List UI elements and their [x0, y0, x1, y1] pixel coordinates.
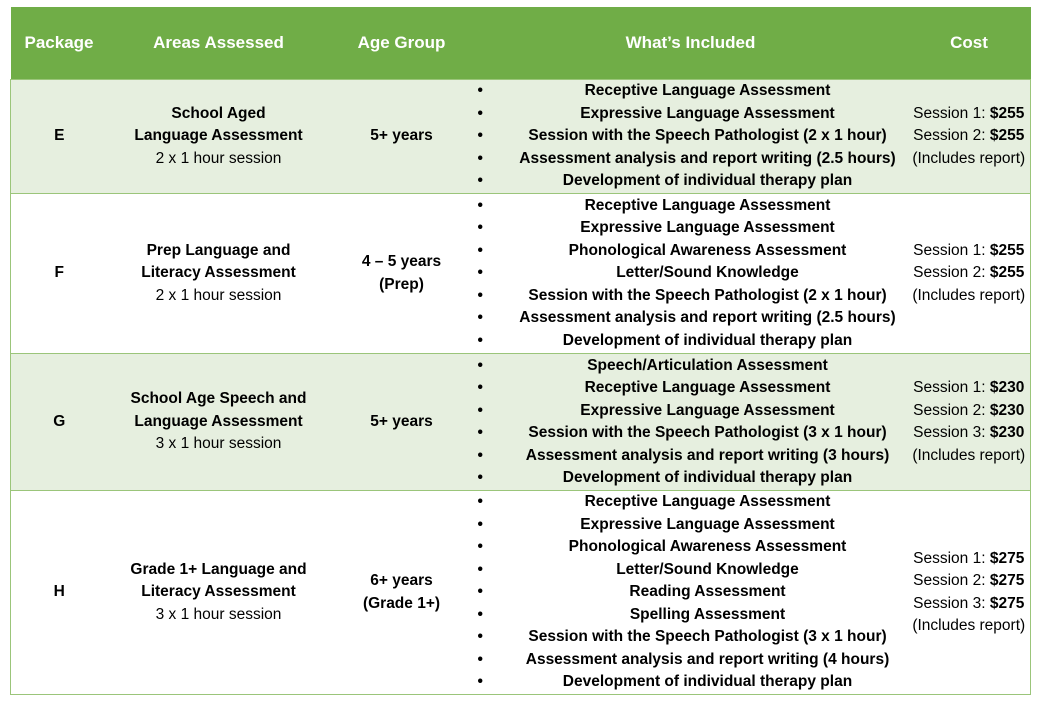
cost-amount: $275 [989, 594, 1025, 612]
areas-assessed-cell [108, 194, 330, 354]
cost-amount: $275 [989, 549, 1025, 567]
list-item: • Assessment analysis and report writing (2.5 hours) [474, 148, 908, 171]
table-row-package-g [11, 354, 1031, 491]
areas-assessed-cell [108, 354, 330, 491]
area-title-line: Language Assessment [134, 412, 303, 430]
package-letter: F [11, 194, 108, 354]
cost-line [908, 593, 1031, 616]
cost-line [908, 400, 1031, 423]
header-row [11, 7, 1031, 80]
list-item: • Session with the Speech Pathologist (2 x 1 hour) [474, 285, 908, 308]
list-item: • Phonological Awareness Assessment [474, 240, 908, 263]
cost-label: Session 3: [913, 594, 986, 612]
list-item: • Development of individual therapy plan [474, 330, 908, 353]
cost-cell [908, 80, 1031, 194]
list-item: • Phonological Awareness Assessment [474, 536, 908, 559]
cost-label: Session 2: [913, 264, 986, 282]
list-item: • Receptive Language Assessment [474, 491, 908, 514]
area-title-line: School Age Speech and [130, 390, 307, 408]
included-list [474, 195, 908, 353]
table-row-package-e [11, 80, 1031, 194]
age-group-cell [330, 354, 474, 491]
area-title-line: Grade 1+ Language and [130, 560, 307, 578]
list-item: • Spelling Assessment [474, 604, 908, 627]
list-item: • Session with the Speech Pathologist (3 x 1 hour) [474, 626, 908, 649]
age-line: (Grade 1+) [362, 594, 441, 612]
table-row-package-f [11, 194, 1031, 354]
table-row-package-h [11, 491, 1031, 695]
cost-note: (Includes report) [912, 617, 1026, 634]
area-sessions: 2 x 1 hour session [155, 149, 282, 167]
cost-amount: $275 [989, 572, 1025, 589]
cost-amount: $255 [989, 127, 1025, 145]
list-item: • Receptive Language Assessment [474, 80, 908, 103]
list-item: • Letter/Sound Knowledge [474, 559, 908, 582]
areas-assessed-cell [108, 491, 330, 695]
cost-line [908, 240, 1031, 263]
area-title-line: Literacy Assessment [141, 264, 296, 282]
area-sessions: 3 x 1 hour session [155, 435, 282, 453]
list-item: • Letter/Sound Knowledge [474, 262, 908, 285]
included-cell [474, 80, 908, 194]
header-whats-included: What’s Included [474, 7, 908, 80]
package-letter: H [11, 491, 108, 695]
age-line: (Prep) [379, 275, 424, 293]
package-letter: E [11, 80, 108, 194]
list-item: • Reading Assessment [474, 581, 908, 604]
area-title-line: Literacy Assessment [141, 583, 296, 601]
cost-cell [908, 354, 1031, 491]
cost-line [908, 262, 1031, 285]
cost-amount: $255 [989, 241, 1025, 259]
packages-table [10, 7, 1031, 695]
cost-amount: $230 [989, 424, 1025, 441]
included-list [474, 80, 908, 193]
included-list [474, 491, 908, 694]
cost-line [908, 422, 1031, 445]
cost-label: Session 1: [913, 241, 986, 259]
area-title-line: Language Assessment [134, 127, 303, 145]
list-item: • Receptive Language Assessment [474, 195, 908, 218]
list-item: • Development of individual therapy plan [474, 671, 908, 694]
header-areas-assessed: Areas Assessed [108, 7, 330, 80]
cost-amount: $230 [989, 379, 1025, 396]
header-cost: Cost [908, 7, 1031, 80]
age-line: 5+ years [370, 412, 433, 430]
cost-note: (Includes report) [912, 286, 1026, 304]
included-cell [474, 491, 908, 695]
list-item: • Expressive Language Assessment [474, 103, 908, 126]
header-age-group: Age Group [330, 7, 474, 80]
list-item: • Session with the Speech Pathologist (3 x 1 hour) [474, 422, 908, 445]
list-item: • Assessment analysis and report writing (4 hours) [474, 649, 908, 672]
area-title-line: Prep Language and [146, 241, 291, 259]
list-item: • Development of individual therapy plan [474, 467, 908, 490]
list-item: • Assessment analysis and report writing (2.5 hours) [474, 307, 908, 330]
list-item: • Development of individual therapy plan [474, 170, 908, 193]
list-item: • Expressive Language Assessment [474, 217, 908, 240]
age-line: 5+ years [370, 127, 433, 145]
cost-label: Session 1: [913, 379, 986, 396]
package-letter: G [11, 354, 108, 491]
cost-label: Session 2: [913, 127, 986, 145]
area-sessions: 2 x 1 hour session [155, 286, 282, 304]
areas-assessed-cell [108, 80, 330, 194]
list-item: • Expressive Language Assessment [474, 400, 908, 423]
area-sessions: 3 x 1 hour session [155, 605, 282, 623]
cost-label: Session 1: [913, 104, 986, 122]
cost-label: Session 2: [913, 401, 986, 419]
cost-note: (Includes report) [912, 446, 1026, 464]
included-cell [474, 354, 908, 491]
cost-amount: $255 [989, 104, 1025, 122]
cost-cell [908, 491, 1031, 695]
age-line: 6+ years [370, 572, 433, 589]
cost-amount: $255 [989, 264, 1025, 282]
cost-cell [908, 194, 1031, 354]
age-group-cell [330, 491, 474, 695]
included-list [474, 355, 908, 490]
cost-amount: $230 [989, 401, 1025, 419]
list-item: • Expressive Language Assessment [474, 514, 908, 537]
header-package: Package [11, 7, 108, 80]
area-title-line: School Aged [171, 104, 266, 122]
cost-line [908, 570, 1031, 593]
cost-line [908, 125, 1031, 148]
list-item: • Receptive Language Assessment [474, 377, 908, 400]
cost-line [908, 377, 1031, 400]
cost-line [908, 548, 1031, 571]
age-group-cell [330, 80, 474, 194]
list-item: • Speech/Articulation Assessment [474, 355, 908, 378]
age-line: 4 – 5 years [361, 253, 442, 270]
cost-label: Session 2: [913, 572, 986, 589]
list-item: • Session with the Speech Pathologist (2 x 1 hour) [474, 125, 908, 148]
cost-label: Session 3: [913, 424, 986, 441]
cost-line [908, 103, 1031, 126]
cost-note: (Includes report) [912, 149, 1026, 167]
list-item: • Assessment analysis and report writing (3 hours) [474, 445, 908, 468]
included-cell [474, 194, 908, 354]
age-group-cell [330, 194, 474, 354]
cost-label: Session 1: [913, 549, 986, 567]
